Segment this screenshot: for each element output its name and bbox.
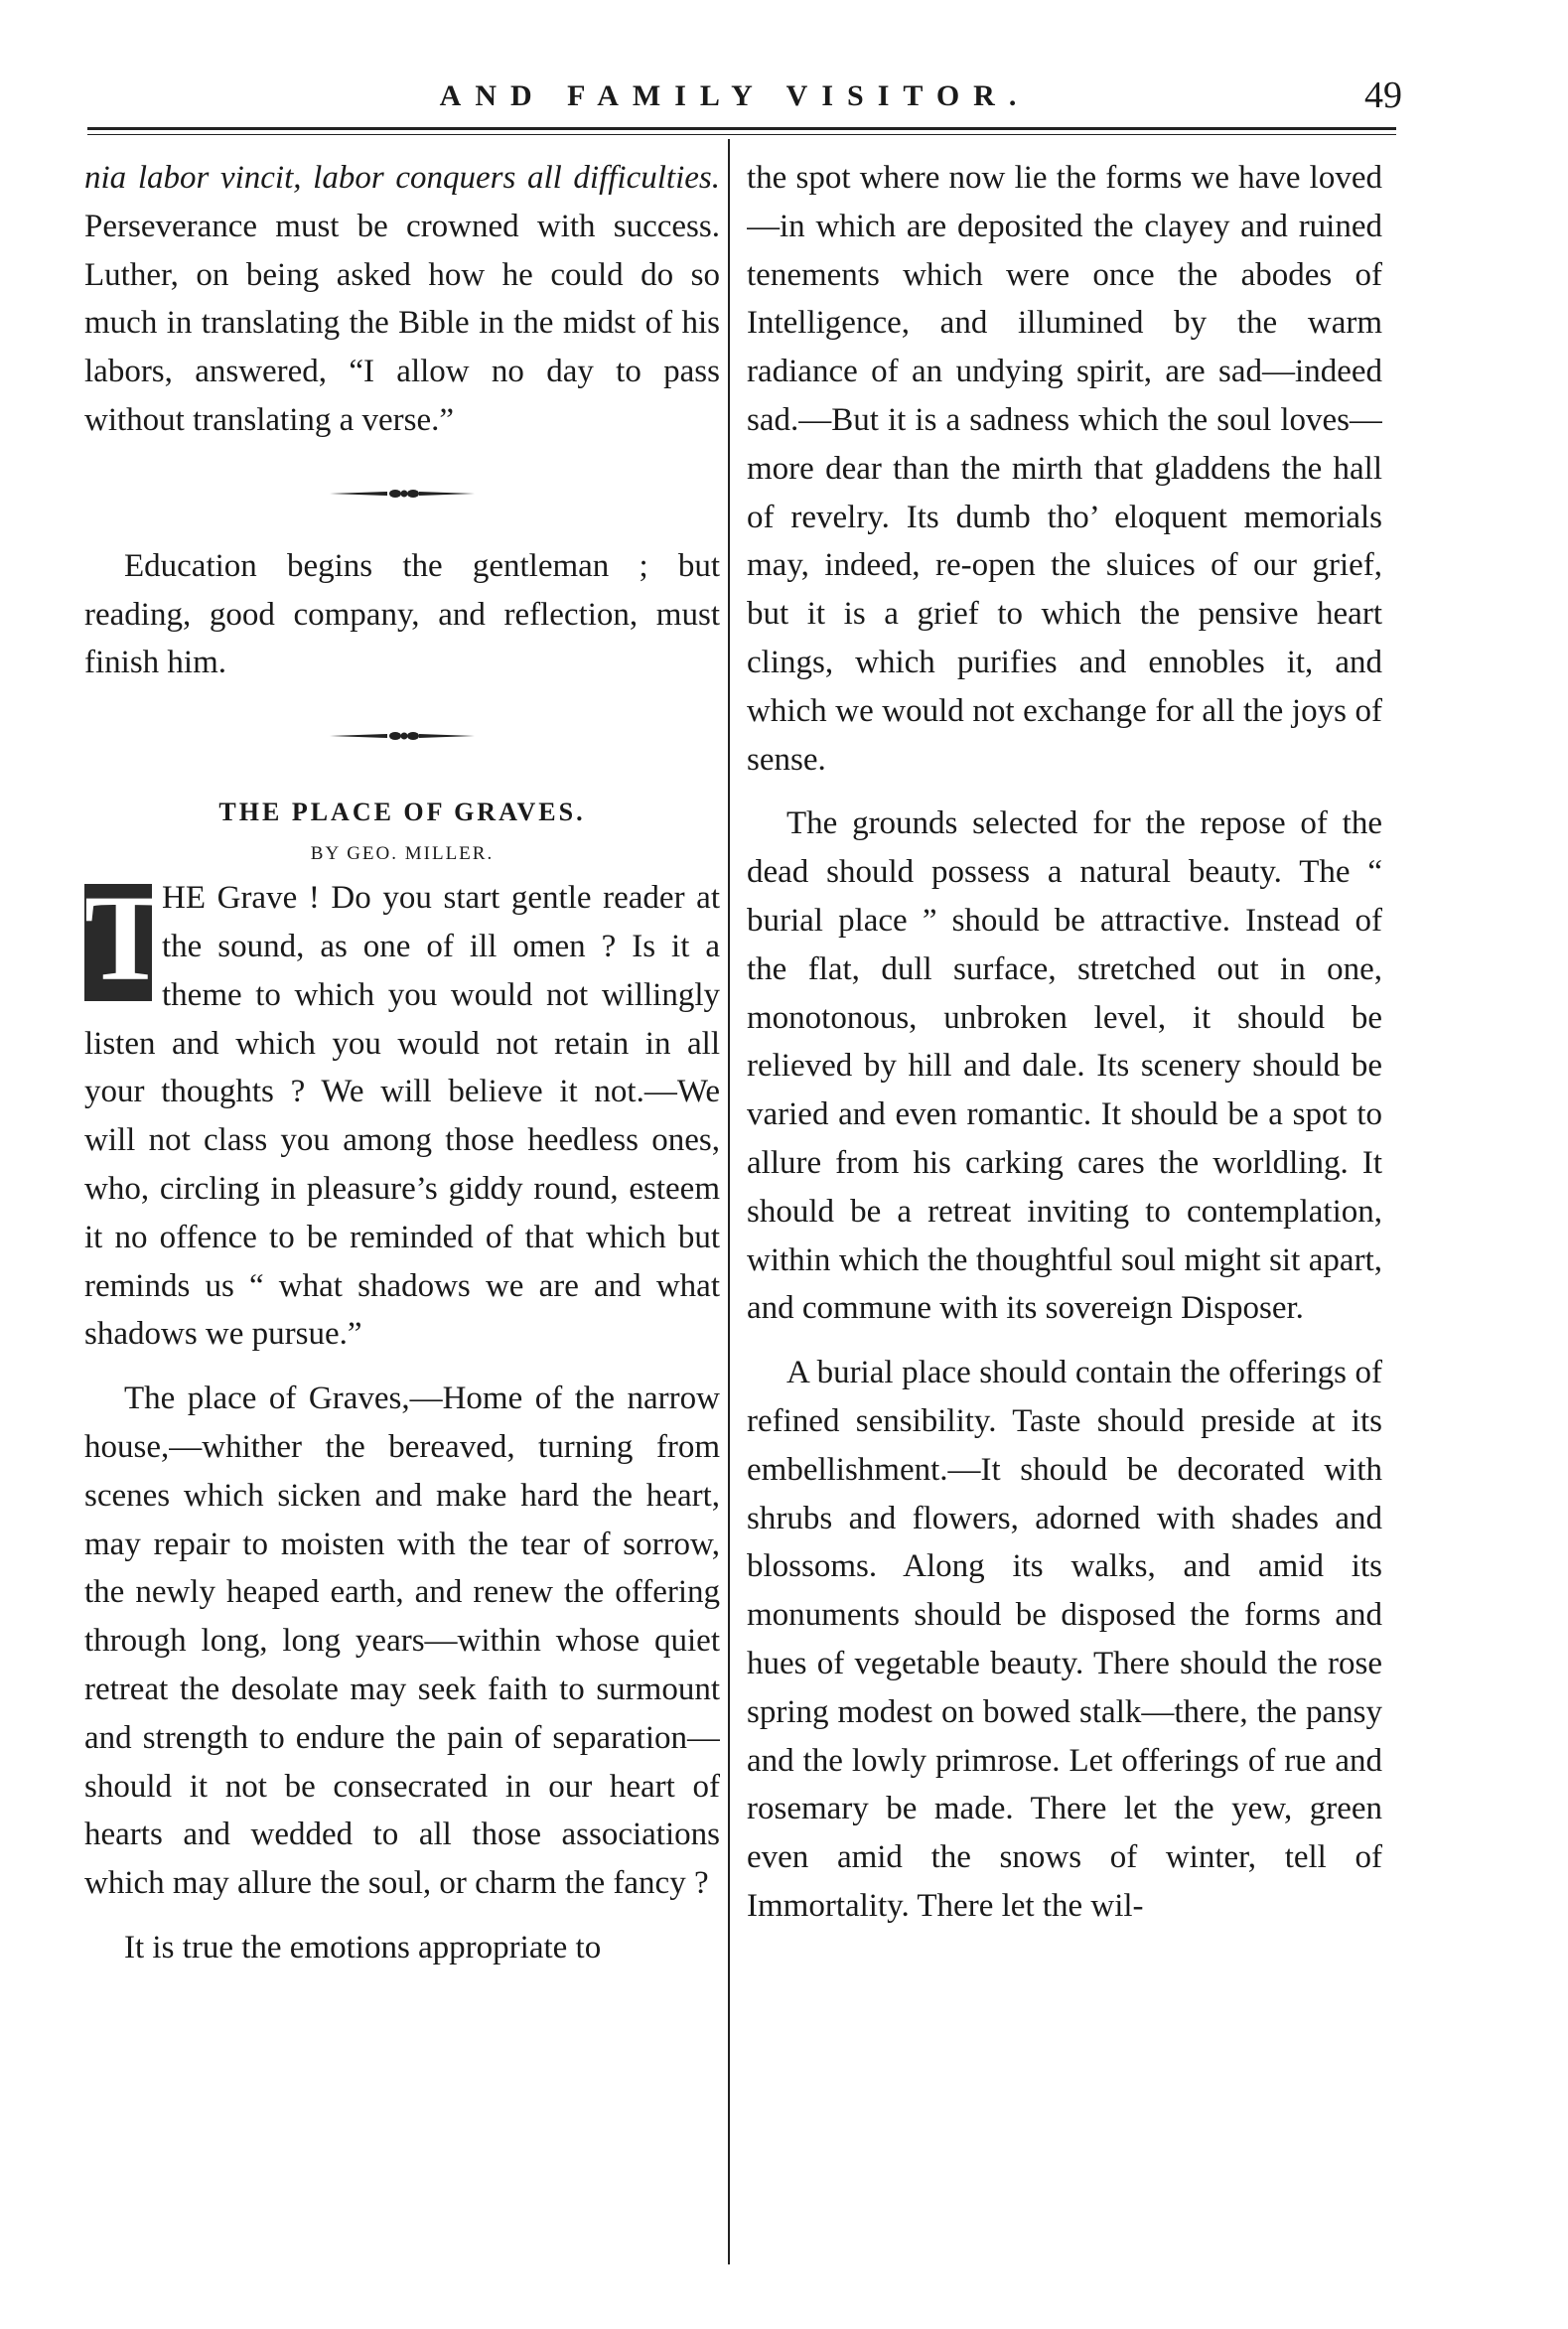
article-first-paragraph (84, 870, 720, 1359)
left-column (84, 154, 720, 2269)
education-paragraph: Education begins the gentleman ; but reading, good company, and reflection, must finish him. (84, 547, 720, 681)
article-second-paragraph: The place of Graves,—Home of the narrow house,—whither the bereaved, turning from scenes which sicken and make hard the heart, may repair to moisten with the tear of sorrow, the newly heaped earth, and renew the offering through long, long years—within whose quiet retreat the desolate may seek faith to surmount and strength to endure the pain of separation—should it not be consecrated in our heart of hearts and wedded to all those associations which may allure the soul, or charm the fancy ? (84, 1381, 720, 1902)
continuation-paragraph (84, 154, 720, 445)
ornament-divider-1 (84, 445, 720, 542)
article-title: THE PLACE OF GRAVES. (218, 798, 586, 827)
first-word-rest: HE (162, 880, 206, 917)
drop-cap: T (84, 870, 167, 1007)
column-divider (728, 139, 730, 2264)
right-column (747, 154, 1382, 2269)
article-third-paragraph-start: It is true the emotions appropriate to (124, 1929, 602, 1965)
burial-place-paragraph: A burial place should contain the offerings of refined sensibility. Taste should preside at its embellishment.—It should be decorated with shrubs and flowers, adorned with shades and blossoms. Along its walks, and amid its monuments should be disposed the forms and hues of vegetable beauty. There should the rose spring modest on bowed stalk—there, the pansy and the lowly primrose. Let offerings of rue and rosemary be made. There let the yew, green even amid the snows of winter, tell of Immortality. There let the wil- (747, 1355, 1382, 1924)
running-head: AND FAMILY VISITOR. (439, 79, 1031, 112)
header-rule (87, 127, 1396, 135)
ornament-divider-2 (84, 687, 720, 785)
continuation-italic: nia labor vincit, labor conquers all difficulties. (84, 160, 720, 196)
page-number: 49 (1364, 74, 1402, 116)
article-byline: BY GEO. MILLER. (310, 843, 495, 865)
first-paragraph-text: Grave ! Do you start gentle reader at the sound, as one of ill omen ? Is it a theme to which you would not willingly listen and which you would not retain in all your thoughts ? We will believe it not.—We will not class you among those heedless ones, who, circling in pleasure’s giddy round, esteem it no offence to be reminded of that which but reminds us “ what shadows we are and what shadows we pursue.” (84, 880, 720, 1353)
burial-grounds-paragraph: The grounds selected for the repose of the dead should possess a natural beauty. The “ burial place ” should be attractive. Instead of the flat, dull surface, stretched out in one, monotonous, unbroken level, it should be relieved by hill and dale. Its scenery should be varied and even romantic. It should be a spot to allure from his carking cares the worldling. It should be a retreat inviting to contemplation, within which the thoughtful soul might sit apart, and commune with its sovereign Disposer. (747, 805, 1382, 1327)
ornament-rule-icon (328, 487, 477, 501)
continuation-text: Perseverance must be crowned with success. Luther, on being asked how he could do so much in translating the Bible in the midst of his labors, answered, “I allow no day to pass without translating a verse.” (84, 208, 720, 438)
ornament-rule-icon (328, 729, 477, 743)
right-continuation-paragraph: the spot where now lie the forms we have loved—in which are deposited the clayey and ruined tenements which were once the abodes of Intelligence, and illumined by the warm radiance of an undying spirit, are sad—indeed sad.—But it is a sadness which the soul loves—more dear than the mirth that gladdens the hall of revelry. Its dumb tho’ eloquent memorials may, indeed, re-open the sluices of our grief, but it is a grief to which the pensive heart clings, which purifies and ennobles it, and which we would not exchange for all the joys of sense. (747, 160, 1382, 778)
